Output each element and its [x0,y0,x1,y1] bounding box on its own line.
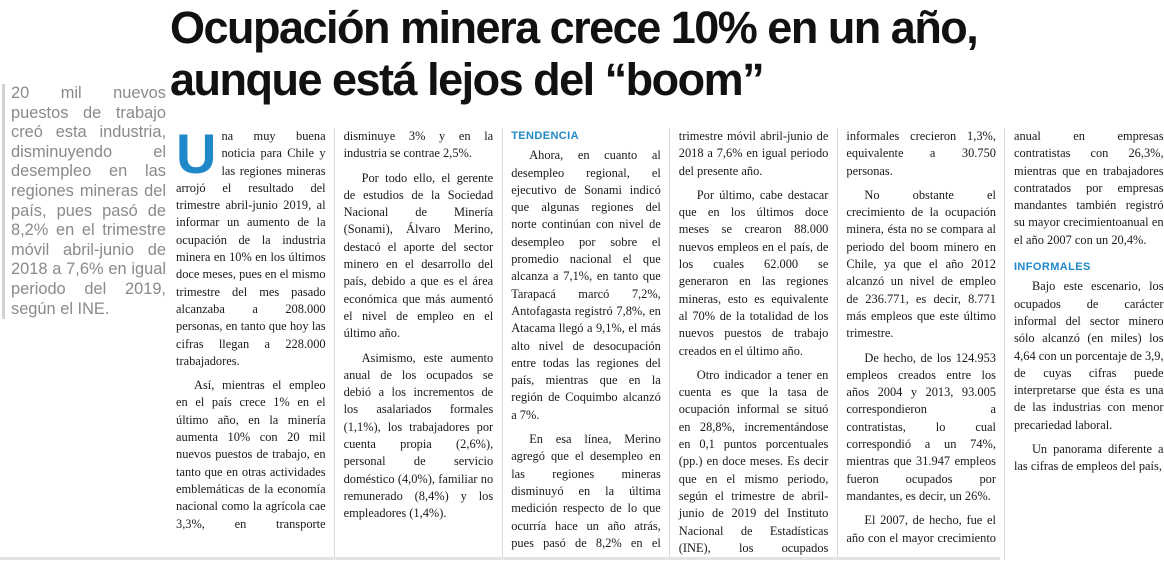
article-paragraph: Asimismo, este aumento anual de los ocupados se debió a los incrementos de los asalariados formales (1,1%), los trabajadores por cuenta propia (2,6%), personal de servicio doméstico (4,0%), familiar no remunerado (8,4%) y los empleadores (1,4%). [343,350,494,521]
paragraph-text: na muy buena noticia para Chile y las regiones mineras arrojó el resultado del trimestre abril-junio 2019, al informar un aumento de la ocupación de la industria minera en 10% en los últimos doce meses, pues en el mismo trimestre del mes pasado alcanzaba a 208.000 personas, en tanto que hoy las cifras llegan a 228.000 trabajadores. [176,129,326,368]
article-paragraph: El 2007, de hecho, fue el año con el mayor crecimiento anual en empresas contratistas con 26,3%, mientras que en trabajadores contratados por empresas mandantes también registró su mayor crecimientoanual en el año 2007 con un 20,4%. [846,129,1164,545]
article-paragraph [176,122,326,370]
article-summary-sidebar: 20 mil nuevos puestos de trabajo creó esta industria, disminuyendo el desempleo en las regiones mineras del país, pues pasó de 8,2% en el trimestre móvil abril-junio de 2018 a 7,6% en igual periodo del 2019, según el INE. [2,84,166,319]
article-paragraph: Así, mientras el empleo en el país crece 1% en el último año, en la minería aumenta 10% con 20 mil nuevos puestos de trabajo, en tanto que en otras actividades emblemáticas de la economía nacional como la agrícola cae 3,3%, en transporte disminuye 3% y en la industria se contrae 2,5%. [176,129,494,531]
article-body [176,122,1164,560]
article-headline: Ocupación minera crece 10% en un año, aunque está lejos del “boom” [170,2,978,105]
subhead-informales: INFORMALES [1013,261,1091,274]
article-paragraph: No obstante el crecimiento de la ocupación minera, ésta no se compara al periodo del boom minero en Chile, ya que el año 2012 alcanzó un nivel de empleo de 236.771, es decir, 8.771 más empleos que este último trimestre. [846,187,996,341]
article-paragraph: Un panorama diferente a las cifras de empleos del país, [1013,442,1164,474]
article-paragraph: Otro indicador a tener en cuenta es que la tasa de ocupación informal se situó en 28,8%, incrementándose en 0,1 puntos porcentuales (pp.) en doce meses. Es decir que en el mismo periodo, según el trimestre de abril-junio de 2019 del Instituto Nacional de Estadísticas (INE), los ocupados informales crecieron 1,3%, equivalente a 30.750 personas. [678,129,996,555]
article-paragraph: Bajo este escenario, los ocupados de carácter informal del sector minero sólo alcanzó (en miles) los 4,64 con un porcentaje de 3,9, de cuyas cifras puede interpretarse que ésta es una de las industrias con menor precariedad laboral. [1013,279,1164,432]
bottom-divider [0,557,1000,560]
article-paragraph: Por todo ello, el gerente de estudios de la Sociedad Nacional de Minería (Sonami), Álvaro Merino, destacó el aporte del sector minero en el desarrollo del país, debido a que es el área económica que más aumentó el nivel de empleo en el último año. [343,170,494,341]
article-paragraph: Por último, cabe destacar que en los últimos doce meses se crearon 88.000 nuevos empleos en el país, de los cuales 62.000 se generaron en las regiones mineras, esto es equivalente al 70% de la totalidad de los nuevos puestos de trabajo creados en el último año. [678,187,829,358]
article-paragraph: De hecho, de los 124.953 empleos creados entre los años 2004 y 2013, 93.005 correspondieron a contratistas, lo cual correspondió a un 74%, mientras que 31.947 empleos fueron ocupados por mandantes, es decir, un 26%. [846,350,996,503]
drop-cap: U [176,122,217,185]
subhead-tendencia: TENDENCIA [511,130,579,142]
article-paragraph: En esa línea, Merino agregó que el desempleo en las regiones mineras disminuyó en la última medición respecto de lo que ocurría hace un año atrás, pues pasó de 8,2% en el trimestre móvil abril-junio de 2018 a 7,6% en igual periodo del presente año. [511,129,829,550]
article-paragraph: Ahora, en cuanto al desempleo regional, el ejecutivo de Sonami indicó que algunas regiones del norte continúan con nivel de desempleo por sobre el promedio nacional el que alcanza a 7,1%, en tanto que Tarapacá marcó 7,2%, Antofagasta registró 7,8%, en Atacama llegó a 9,1%, el más alto nivel de desocupación entre todas las regiones del país, mientras que en la región de Coquimbo alcanzó a 7%. [511,148,661,422]
